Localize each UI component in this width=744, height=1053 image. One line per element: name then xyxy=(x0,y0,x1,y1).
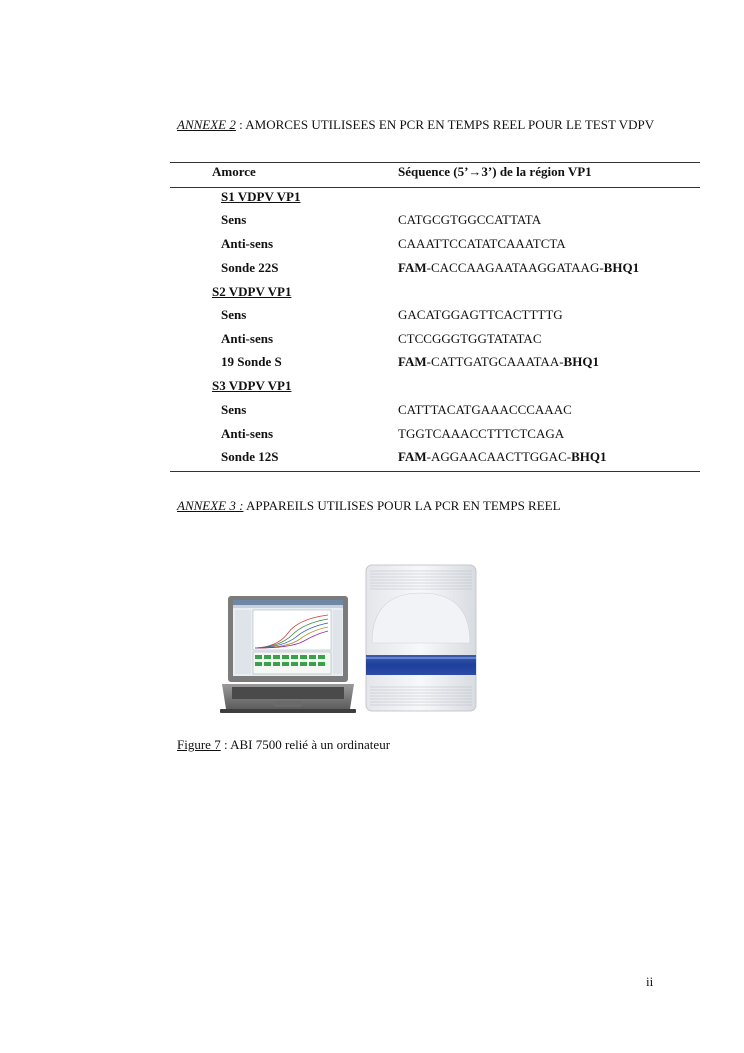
group-name: S1 VDPV VP1 xyxy=(221,189,301,204)
annex3-title xyxy=(177,498,561,514)
row-label: Sens xyxy=(221,212,247,227)
table-top-rule xyxy=(170,162,700,163)
row-sequence xyxy=(398,212,541,228)
annex2-title xyxy=(177,113,677,137)
seq-body: -CATTGATGCAAATAA- xyxy=(426,354,564,369)
seq-suffix: BHQ1 xyxy=(563,354,599,369)
row-sequence xyxy=(398,354,599,370)
figure-tag: Figure 7 xyxy=(177,737,221,752)
seq-body: CATTTACATGAAACCCAAAC xyxy=(398,402,572,417)
table-header-sequence: Séquence (5’→3’) de la région VP1 xyxy=(398,164,592,179)
row-label: Anti-sens xyxy=(221,426,274,441)
seq-body: CAAATTCCATATCAAATCTA xyxy=(398,236,566,251)
page-number: ii xyxy=(646,974,654,989)
row-label: Anti-sens xyxy=(221,236,274,251)
figure-caption xyxy=(177,737,390,753)
table-bottom-rule xyxy=(170,471,700,472)
seq-prefix: FAM xyxy=(398,260,427,275)
row-sequence xyxy=(398,236,566,252)
seq-suffix: BHQ1 xyxy=(571,449,607,464)
row-label: Sens xyxy=(221,402,247,417)
laptop-icon xyxy=(220,596,356,713)
row-label: Sens xyxy=(221,307,247,322)
group-name: S3 VDPV VP1 xyxy=(212,378,292,393)
row-sequence xyxy=(398,426,564,442)
row-label: Sonde 12S xyxy=(221,449,279,464)
table-header-rule xyxy=(170,187,700,188)
row-label: Sonde 22S xyxy=(221,260,279,275)
seq-body: -CACCAAGAATAAGGATAAG- xyxy=(426,260,604,275)
pcr-instrument-icon xyxy=(366,565,476,711)
group-name: S2 VDPV VP1 xyxy=(212,284,292,299)
annex3-title-text: APPAREILS UTILISES POUR LA PCR EN TEMPS REEL xyxy=(243,498,561,513)
row-label: 19 Sonde S xyxy=(221,354,282,369)
row-sequence xyxy=(398,307,563,323)
seq-body: GACATGGAGTTCACTTTTG xyxy=(398,307,563,322)
seq-prefix: FAM xyxy=(398,449,427,464)
seq-body: CATGCGTGGCCATTATA xyxy=(398,212,542,227)
table-header-amorce: Amorce xyxy=(212,164,256,179)
annex3-tag: ANNEXE 3 : xyxy=(177,498,244,513)
seq-body: -AGGAACAACTTGGAC- xyxy=(426,449,572,464)
annex2-tag: ANNEXE 2 xyxy=(177,117,236,132)
row-sequence xyxy=(398,331,542,347)
seq-body: CTCCGGGTGGTATATAC xyxy=(398,331,542,346)
figure-caption-text: : ABI 7500 relié à un ordinateur xyxy=(220,737,391,752)
seq-suffix: BHQ1 xyxy=(603,260,640,275)
annex2-title-text: : AMORCES UTILISEES EN PCR EN TEMPS REEL POUR LE TEST VDPV xyxy=(235,117,655,132)
row-sequence xyxy=(398,260,639,276)
seq-body: TGGTCAAACCTTTCTCAGA xyxy=(398,426,565,441)
seq-prefix: FAM xyxy=(398,354,427,369)
row-sequence xyxy=(398,449,606,465)
figure-abi7500-photo xyxy=(218,563,480,715)
row-sequence xyxy=(398,402,572,418)
row-label: Anti-sens xyxy=(221,331,274,346)
